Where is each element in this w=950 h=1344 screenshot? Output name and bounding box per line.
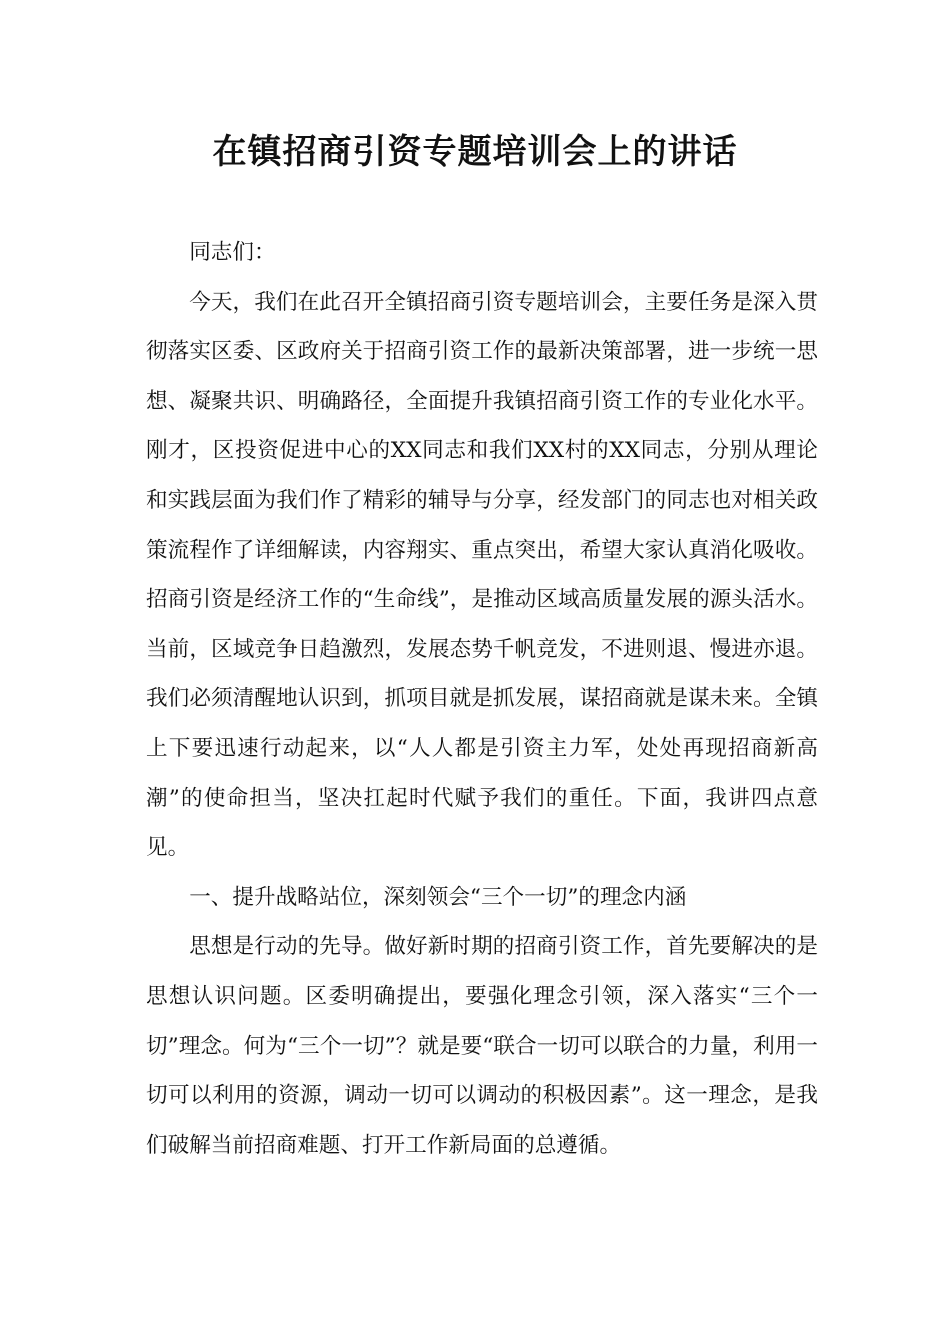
document-title: 在镇招商引资专题培训会上的讲话: [212, 132, 738, 172]
section-paragraph: 思想是行动的先导。做好新时期的招商引资工作，首先要解决的是思想认识问题。区委明确提出，要强化理念引领，深入落实“三个一切”理念。何为“三个一切”？就是要“联合一切可以联合的力量，利用一切可以利用的资源，调动一切可以调动的积极因素”。这一理念，是我们破解当前招商难题、打开工作新局面的总遵循。: [146, 934, 818, 1158]
body-paragraph: 今天，我们在此召开全镇招商引资专题培训会，主要任务是深入贯彻落实区委、区政府关于招商引资工作的最新决策部署，进一步统一思想、凝聚共识、明确路径，全面提升我镇招商引资工作的专业化水平。刚才，区投资促进中心的XX同志和我们XX村的XX同志，分别从理论和实践层面为我们作了精彩的辅导与分享，经发部门的同志也对相关政策流程作了详细解读，内容翔实、重点突出，希望大家认真消化吸收。招商引资是经济工作的“生命线”，是推动区域高质量发展的源头活水。当前，区域竞争日趋激烈，发展态势千帆竞发，不进则退、慢进亦退。我们必须清醒地认识到，抓项目就是抓发展，谋招商就是谋未来。全镇上下要迅速行动起来，以“人人都是引资主力军，处处再现招商新高潮”的使命担当，坚决扛起时代赋予我们的重任。下面，我讲四点意见。: [146, 289, 818, 861]
section-heading: 一、提升战略站位，深刻领会“三个一切”的理念内涵: [189, 884, 687, 910]
document-body: [146, 228, 818, 1170]
salutation: 同志们：: [189, 240, 276, 265]
